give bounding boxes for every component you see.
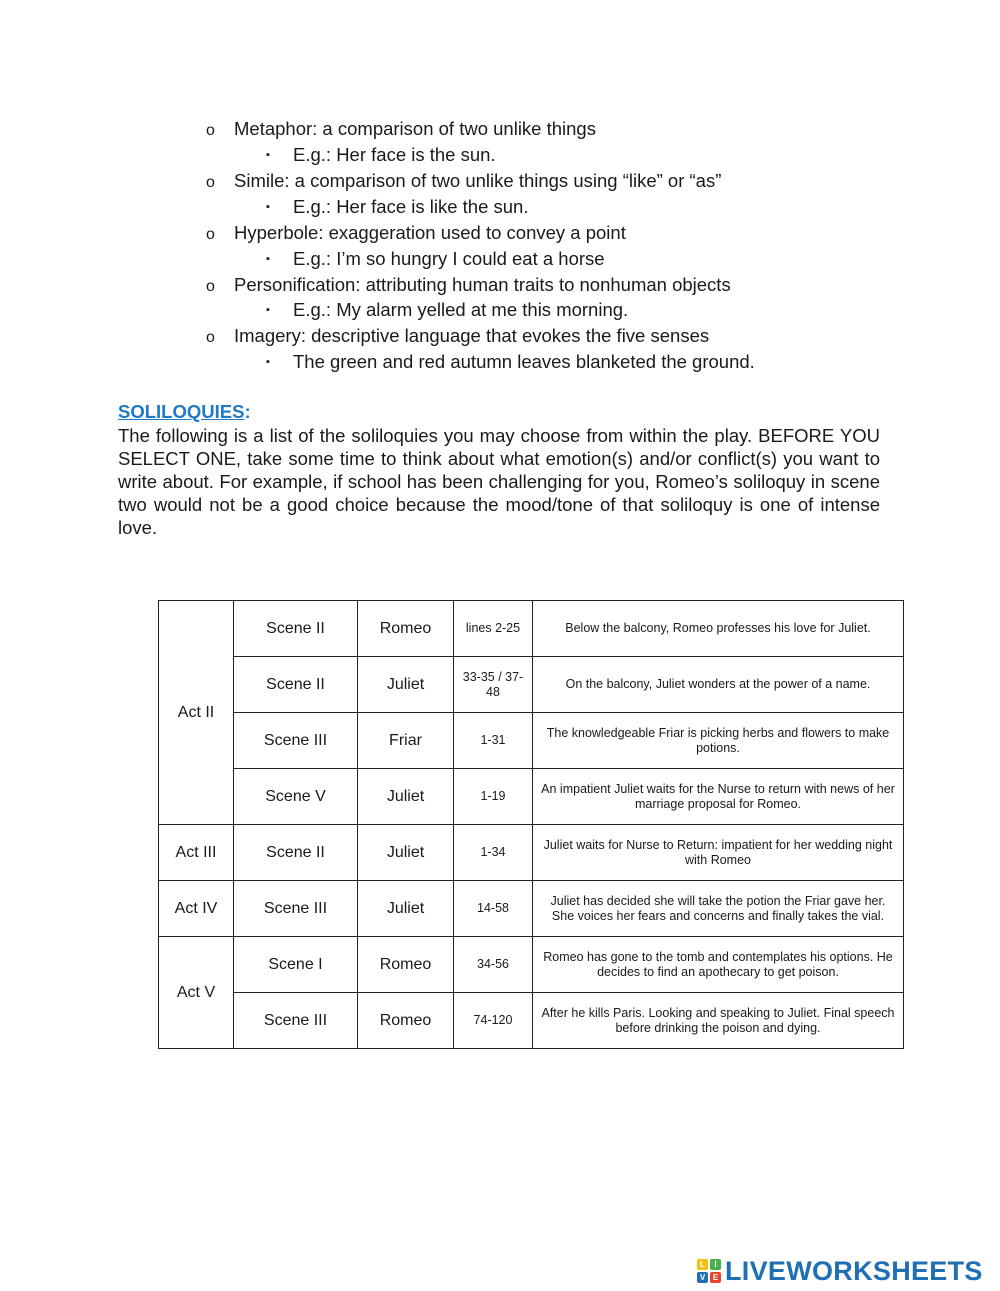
- scene-cell: Scene III: [234, 881, 358, 937]
- example-text: E.g.: Her face is the sun.: [293, 144, 496, 165]
- lines-cell: lines 2-25: [454, 601, 533, 657]
- square-bullet-icon: ▪: [266, 356, 270, 368]
- logo-tile: V: [697, 1272, 708, 1283]
- description-cell: The knowledgeable Friar is picking herbs and flowers to make potions.: [533, 713, 904, 769]
- example-text: E.g.: My alarm yelled at me this morning.: [293, 299, 629, 320]
- logo-mark-icon: [697, 1259, 721, 1283]
- heading-title: SOLILOQUIES: [118, 401, 245, 422]
- square-bullet-icon: ▪: [266, 149, 270, 161]
- table-row: [159, 937, 904, 993]
- character-cell: Juliet: [358, 881, 454, 937]
- table-row: [159, 993, 904, 1049]
- character-cell: Romeo: [358, 937, 454, 993]
- character-cell: Juliet: [358, 825, 454, 881]
- scene-cell: Scene V: [234, 769, 358, 825]
- description-cell: After he kills Paris. Looking and speaking to Juliet. Final speech before drinking the poison and dying.: [533, 993, 904, 1049]
- description-cell: On the balcony, Juliet wonders at the power of a name.: [533, 657, 904, 713]
- character-cell: Romeo: [358, 601, 454, 657]
- heading-colon: :: [244, 401, 251, 422]
- description-cell: Romeo has gone to the tomb and contemplates his options. He decides to find an apothecary to get poison.: [533, 937, 904, 993]
- device-example: [266, 298, 628, 322]
- description-cell: An impatient Juliet waits for the Nurse to return with news of her marriage proposal for Romeo.: [533, 769, 904, 825]
- example-text: E.g.: Her face is like the sun.: [293, 196, 529, 217]
- description-cell: Juliet has decided she will take the potion the Friar gave her. She voices her fears and concerns and finally takes the vial.: [533, 881, 904, 937]
- intro-paragraph: The following is a list of the soliloquies you may choose from within the play. BEFORE YOU SELECT ONE, take some time to think about what emotion(s) and/or conflict(s) you want to write about. For example, if school has been challenging for you, Romeo’s soliloquy in scene two would not be a good choice because the mood/tone of that soliloquy is one of intense love.: [118, 425, 880, 538]
- device-example: [266, 247, 605, 271]
- liveworksheets-logo: [697, 1254, 983, 1288]
- device-item: [206, 117, 596, 143]
- example-text: E.g.: I’m so hungry I could eat a horse: [293, 248, 605, 269]
- act-cell: Act III: [159, 825, 234, 881]
- lines-cell: 1-19: [454, 769, 533, 825]
- character-cell: Romeo: [358, 993, 454, 1049]
- device-term: Personification: attributing human traits to nonhuman objects: [234, 274, 731, 295]
- scene-cell: Scene III: [234, 993, 358, 1049]
- soliloquies-table: [158, 600, 904, 1049]
- circle-bullet-icon: o: [206, 329, 215, 346]
- square-bullet-icon: ▪: [266, 253, 270, 265]
- circle-bullet-icon: o: [206, 278, 215, 295]
- act-cell: Act V: [159, 937, 234, 1049]
- table-row: [159, 657, 904, 713]
- logo-tile: L: [697, 1259, 708, 1270]
- device-item: [206, 273, 731, 299]
- lines-cell: 14-58: [454, 881, 533, 937]
- device-term: Simile: a comparison of two unlike things using “like” or “as”: [234, 170, 722, 191]
- table-row: [159, 769, 904, 825]
- device-item: [206, 324, 709, 350]
- scene-cell: Scene II: [234, 601, 358, 657]
- scene-cell: Scene II: [234, 825, 358, 881]
- table-row: [159, 881, 904, 937]
- device-term: Hyperbole: exaggeration used to convey a point: [234, 222, 626, 243]
- character-cell: Juliet: [358, 657, 454, 713]
- logo-text: LIVEWORKSHEETS: [725, 1255, 983, 1286]
- device-example: [266, 350, 755, 374]
- example-text: The green and red autumn leaves blanketed the ground.: [293, 351, 755, 372]
- character-cell: Friar: [358, 713, 454, 769]
- square-bullet-icon: ▪: [266, 201, 270, 213]
- device-item: [206, 169, 721, 195]
- section-heading: [118, 400, 880, 424]
- lines-cell: 1-31: [454, 713, 533, 769]
- logo-tile: E: [710, 1272, 721, 1283]
- scene-cell: Scene I: [234, 937, 358, 993]
- description-cell: Below the balcony, Romeo professes his love for Juliet.: [533, 601, 904, 657]
- description-cell: Juliet waits for Nurse to Return: impatient for her wedding night with Romeo: [533, 825, 904, 881]
- character-cell: Juliet: [358, 769, 454, 825]
- act-cell: Act II: [159, 601, 234, 825]
- soliloquies-section: [118, 400, 880, 539]
- device-example: [266, 143, 496, 167]
- square-bullet-icon: ▪: [266, 304, 270, 316]
- circle-bullet-icon: o: [206, 174, 215, 191]
- scene-cell: Scene II: [234, 657, 358, 713]
- device-term: Metaphor: a comparison of two unlike things: [234, 118, 596, 139]
- lines-cell: 1-34: [454, 825, 533, 881]
- device-term: Imagery: descriptive language that evokes the five senses: [234, 325, 710, 346]
- scene-cell: Scene III: [234, 713, 358, 769]
- logo-tile: I: [710, 1259, 721, 1270]
- table-row: [159, 713, 904, 769]
- table-row: [159, 601, 904, 657]
- device-item: [206, 221, 626, 247]
- lines-cell: 34-56: [454, 937, 533, 993]
- act-cell: Act IV: [159, 881, 234, 937]
- device-example: [266, 195, 528, 219]
- circle-bullet-icon: o: [206, 122, 215, 139]
- table-row: [159, 825, 904, 881]
- lines-cell: 33-35 / 37-48: [454, 657, 533, 713]
- circle-bullet-icon: o: [206, 226, 215, 243]
- lines-cell: 74-120: [454, 993, 533, 1049]
